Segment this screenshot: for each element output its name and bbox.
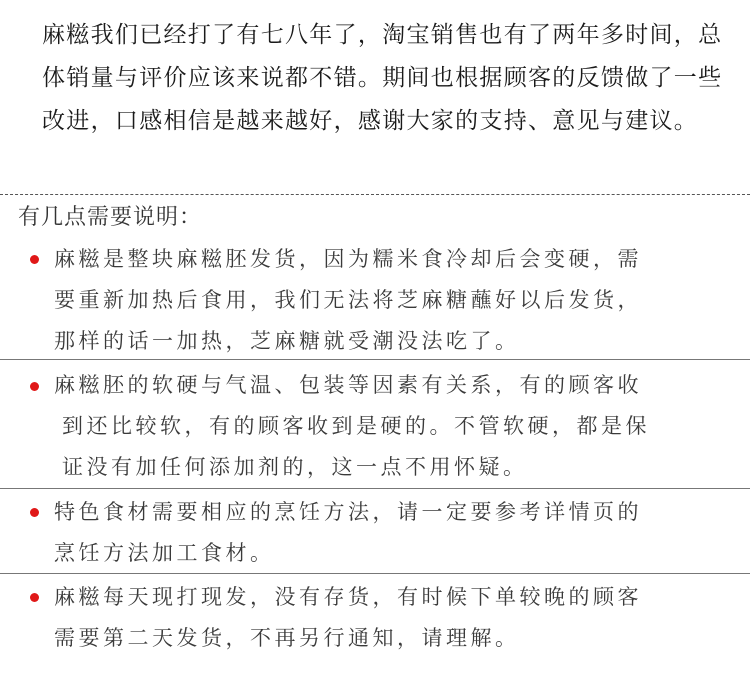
note-divider: [0, 488, 750, 489]
note-line: 要重新加热后食用，我们无法将芝麻糖蘸好以后发货，: [54, 288, 642, 312]
notes-heading: 有几点需要说明：: [18, 205, 203, 230]
bullet-dot-icon: [30, 593, 39, 602]
note-text: [54, 492, 642, 574]
note-line: 麻糍是整块麻糍胚发货，因为糯米食冷却后会变硬，需: [54, 247, 642, 271]
bullet-dot-icon: [30, 508, 39, 517]
note-text: [54, 577, 642, 659]
note-text: [54, 365, 650, 488]
bullet-dot-icon: [30, 255, 39, 264]
note-line: 需要第二天发货，不再另行通知，请理解。: [54, 626, 520, 650]
note-line: 麻糍每天现打现发，没有存货，有时候下单较晚的顾客: [54, 585, 642, 609]
bullet-dot-icon: [30, 382, 39, 391]
section-divider: [0, 194, 750, 195]
note-line: 证没有加任何添加剂的，这一点不用怀疑。: [62, 455, 528, 479]
note-text: [54, 239, 642, 362]
note-line: 那样的话一加热，芝麻糖就受潮没法吃了。: [54, 329, 520, 353]
intro-paragraph: 麻糍我们已经打了有七八年了，淘宝销售也有了两年多时间，总体销量与评价应该来说都不错。期间也根据顾客的反馈做了一些改进，口感相信是越来越好，感谢大家的支持、意见与建议。: [42, 22, 723, 134]
note-divider: [0, 359, 750, 360]
note-divider: [0, 573, 750, 574]
note-line: 特色食材需要相应的烹饪方法，请一定要参考详情页的: [54, 500, 642, 524]
note-line: 麻糍胚的软硬与气温、包装等因素有关系，有的顾客收: [54, 373, 642, 397]
note-line: 到还比较软，有的顾客收到是硬的。不管软硬，都是保: [62, 414, 650, 438]
note-line: 烹饪方法加工食材。: [54, 541, 275, 565]
